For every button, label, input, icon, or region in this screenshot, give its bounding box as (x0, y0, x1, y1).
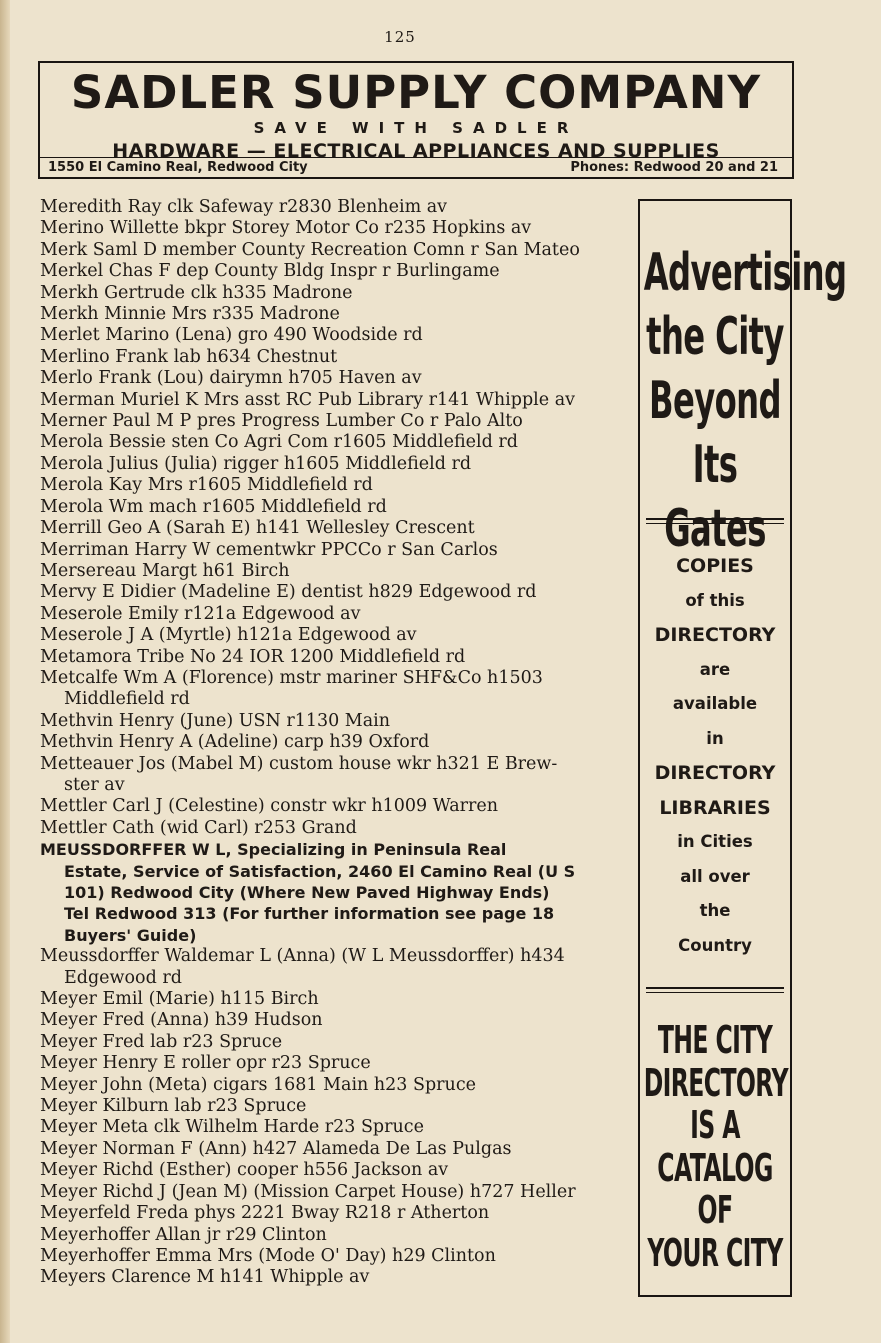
directory-entry (40, 390, 626, 411)
directory-entry (40, 540, 626, 561)
directory-entry (40, 1203, 626, 1224)
sidebar-line: DIRECTORY (654, 762, 776, 784)
sidebar-line: COPIES (676, 555, 754, 577)
entry-line: Metamora Tribe No 24 IOR 1200 Middlefield rd (40, 646, 466, 667)
sidebar-line: Advertising (643, 243, 847, 303)
entry-line: Merkh Minnie Mrs r335 Madrone (40, 304, 340, 325)
sidebar-line: LIBRARIES (659, 796, 771, 819)
entry-line: Merlino Frank lab h634 Chestnut (40, 346, 338, 367)
entry-continuation: Tel Redwood 313 (For further information see page 18 (64, 904, 555, 924)
entry-line: Mettler Carl J (Celestine) constr wkr h1009 Warren (40, 796, 498, 817)
sidebar-line: Country (678, 935, 752, 955)
directory-entry (40, 989, 626, 1010)
catalog-headline (644, 1019, 787, 1274)
sidebar-advertisement (638, 199, 847, 1297)
directory-entry (40, 1225, 626, 1246)
directory-entry (40, 432, 626, 453)
sidebar-line: the City (646, 307, 784, 367)
entry-continuation: Middlefield rd (64, 689, 190, 710)
directory-entry (40, 368, 626, 389)
directory-entry (40, 754, 626, 797)
entry-continuation: ster av (64, 774, 125, 795)
entry-line: Meyer Fred lab r23 Spruce (40, 1031, 283, 1052)
directory-entry (40, 582, 626, 603)
entry-line: Meyer Richd (Esther) cooper h556 Jackson av (40, 1160, 449, 1181)
directory-entry (40, 475, 626, 496)
entry-line: Merola Wm mach r1605 Middlefield rd (40, 496, 387, 517)
ad-slogan: SAVE WITH SADLER (253, 119, 579, 137)
directory-entry (40, 1182, 626, 1203)
entry-line: Meyer Norman F (Ann) h427 Alameda De Las Pulgas (40, 1138, 512, 1159)
entry-line: Merino Willette bkpr Storey Motor Co r235 Hopkins av (40, 218, 532, 239)
entry-line: Merlet Marino (Lena) gro 490 Woodside rd (40, 325, 423, 346)
sidebar-line: IS A (690, 1103, 740, 1147)
page-edge (0, 0, 10, 1343)
entry-line: Meyer Fred (Anna) h39 Hudson (40, 1010, 323, 1031)
sidebar-line: DIRECTORY (643, 1060, 788, 1105)
entry-line: Mersereau Margt h61 Birch (40, 560, 290, 581)
sidebar-line: are (699, 659, 731, 679)
entry-continuation: 101) Redwood City (Where New Paved Highway Ends) (64, 883, 550, 902)
entry-line: Meussdorffer Waldemar L (Anna) (W L Meussdorffer) h434 (40, 946, 565, 967)
entry-line: Meyer Henry E roller opr r23 Spruce (40, 1053, 371, 1074)
directory-entry (40, 518, 626, 539)
entry-line: Merk Saml D member County Recreation Comn r San Mateo (40, 239, 580, 260)
entry-line: Meyer Emil (Marie) h115 Birch (40, 989, 319, 1010)
sidebar-line: Its Gates (664, 435, 766, 559)
directory-entry (40, 732, 626, 753)
directory-entry (40, 261, 626, 282)
sidebar-line: in (706, 728, 724, 748)
directory-entry (40, 561, 626, 582)
entry-line: Mervy E Didier (Madeline E) dentist h829 Edgewood rd (40, 582, 537, 603)
entry-line: Merrill Geo A (Sarah E) h141 Wellesley Crescent (40, 518, 475, 539)
directory-entry (40, 604, 626, 625)
entry-line: Meyerhoffer Emma Mrs (Mode O' Day) h29 Clinton (40, 1245, 496, 1266)
ad-address: 1550 El Camino Real, Redwood City (48, 160, 308, 175)
directory-entry (40, 454, 626, 475)
directory-entry (40, 1053, 626, 1074)
entry-line: Merola Bessie sten Co Agri Com r1605 Middlefield rd (40, 432, 518, 453)
ad-products: HARDWARE — ELECTRICAL APPLIANCES AND SUPPLIES (112, 140, 720, 162)
sidebar-line: YOUR CITY (647, 1230, 783, 1275)
directory-entry (40, 1032, 626, 1053)
directory-entry (40, 796, 626, 817)
sidebar-divider (646, 987, 784, 993)
entry-line: Meredith Ray clk Safeway r2830 Blenheim av (40, 197, 448, 217)
entry-continuation: Estate, Service of Satisfaction, 2460 El Camino Real (U S (64, 861, 576, 881)
entry-line: Merola Julius (Julia) rigger h1605 Middlefield rd (40, 453, 472, 474)
entry-line: Meyer Richd J (Jean M) (Mission Carpet House) h727 Heller (40, 1181, 576, 1202)
entry-line: Meserole Emily r121a Edgewood av (40, 603, 361, 624)
directory-entry (40, 304, 626, 325)
entry-line: Merriman Harry W cementwkr PPCCo r San Carlos (40, 539, 498, 560)
entry-line: Mettler Cath (wid Carl) r253 Grand (40, 817, 357, 838)
entry-continuation: Edgewood rd (64, 967, 182, 988)
entry-line: Methvin Henry (June) USN r1130 Main (40, 710, 391, 731)
directory-entry (40, 1075, 626, 1096)
directory-entry (40, 218, 626, 239)
sidebar-line: of this (685, 590, 745, 610)
entry-line: Merkh Gertrude clk h335 Madrone (40, 282, 353, 303)
ad-phones: Phones: Redwood 20 and 21 (570, 160, 778, 175)
sidebar-line: DIRECTORY (654, 624, 776, 646)
sadler-supply-advertisement (38, 61, 794, 179)
sidebar-line: in Cities (677, 832, 753, 851)
entry-line: Meyerhoffer Allan jr r29 Clinton (40, 1224, 327, 1245)
directory-entry (40, 1139, 626, 1160)
directory-entry (40, 711, 626, 732)
entry-line: MEUSSDORFFER W L, Specializing in Peninsula Real (40, 840, 507, 860)
directory-entry (40, 625, 626, 646)
directory-entry (40, 1160, 626, 1181)
entry-line: Meyers Clarence M h141 Whipple av (40, 1267, 370, 1288)
entry-line: Merman Muriel K Mrs asst RC Pub Library r141 Whipple av (40, 389, 576, 410)
directory-entry (40, 1267, 626, 1288)
directory-entry (40, 240, 626, 261)
sidebar-line: all over (680, 866, 750, 886)
sidebar-divider (646, 518, 784, 524)
entry-line: Metcalfe Wm A (Florence) mstr mariner SHF&Co h1503 (40, 667, 543, 688)
entry-line: Meyerfeld Freda phys 2221 Bway R218 r Atherton (40, 1203, 490, 1224)
directory-entry (40, 818, 626, 839)
directory-entry (40, 1117, 626, 1138)
directory-entry (40, 946, 626, 989)
ad-footer (40, 157, 792, 177)
ad-company-name: SADLER SUPPLY COMPANY (70, 66, 762, 119)
entry-line: Merola Kay Mrs r1605 Middlefield rd (40, 475, 373, 496)
directory-entry (40, 347, 626, 368)
sidebar-line: available (672, 694, 758, 713)
entry-line: Metteauer Jos (Mabel M) custom house wkr h321 E Brew- (40, 753, 558, 774)
sidebar-line: OF (697, 1188, 733, 1232)
directory-entry (40, 1246, 626, 1267)
directory-entry (40, 647, 626, 668)
directory-entry (40, 1096, 626, 1117)
entry-continuation: Buyers' Guide) (64, 925, 197, 945)
sidebar-line: THE CITY (657, 1018, 773, 1062)
sidebar-line: Beyond (649, 371, 781, 431)
directory-entry (40, 283, 626, 304)
directory-entry (40, 197, 626, 218)
entry-line: Meyer Meta clk Wilhelm Harde r23 Spruce (40, 1117, 424, 1138)
sidebar-line: the (699, 901, 731, 920)
entry-line: Meserole J A (Myrtle) h121a Edgewood av (40, 625, 417, 646)
directory-entry (40, 325, 626, 346)
entry-line: Merner Paul M P pres Progress Lumber Co r Palo Alto (40, 411, 523, 432)
advertising-headline (643, 241, 847, 561)
entry-line: Meyer Kilburn lab r23 Spruce (40, 1096, 307, 1117)
directory-entry (40, 668, 626, 711)
directory-entry (40, 839, 626, 946)
page-number: 125 (384, 28, 416, 46)
directory-entry (40, 411, 626, 432)
copies-notice (640, 549, 790, 963)
sidebar-line: CATALOG (657, 1145, 773, 1190)
directory-entry (40, 497, 626, 518)
directory-listings (40, 197, 626, 1289)
directory-entry (40, 1010, 626, 1031)
entry-line: Methvin Henry A (Adeline) carp h39 Oxford (40, 732, 430, 753)
entry-line: Merlo Frank (Lou) dairymn h705 Haven av (40, 368, 422, 389)
entry-line: Merkel Chas F dep County Bldg Inspr r Burlingame (40, 261, 500, 282)
entry-line: Meyer John (Meta) cigars 1681 Main h23 Spruce (40, 1074, 476, 1095)
